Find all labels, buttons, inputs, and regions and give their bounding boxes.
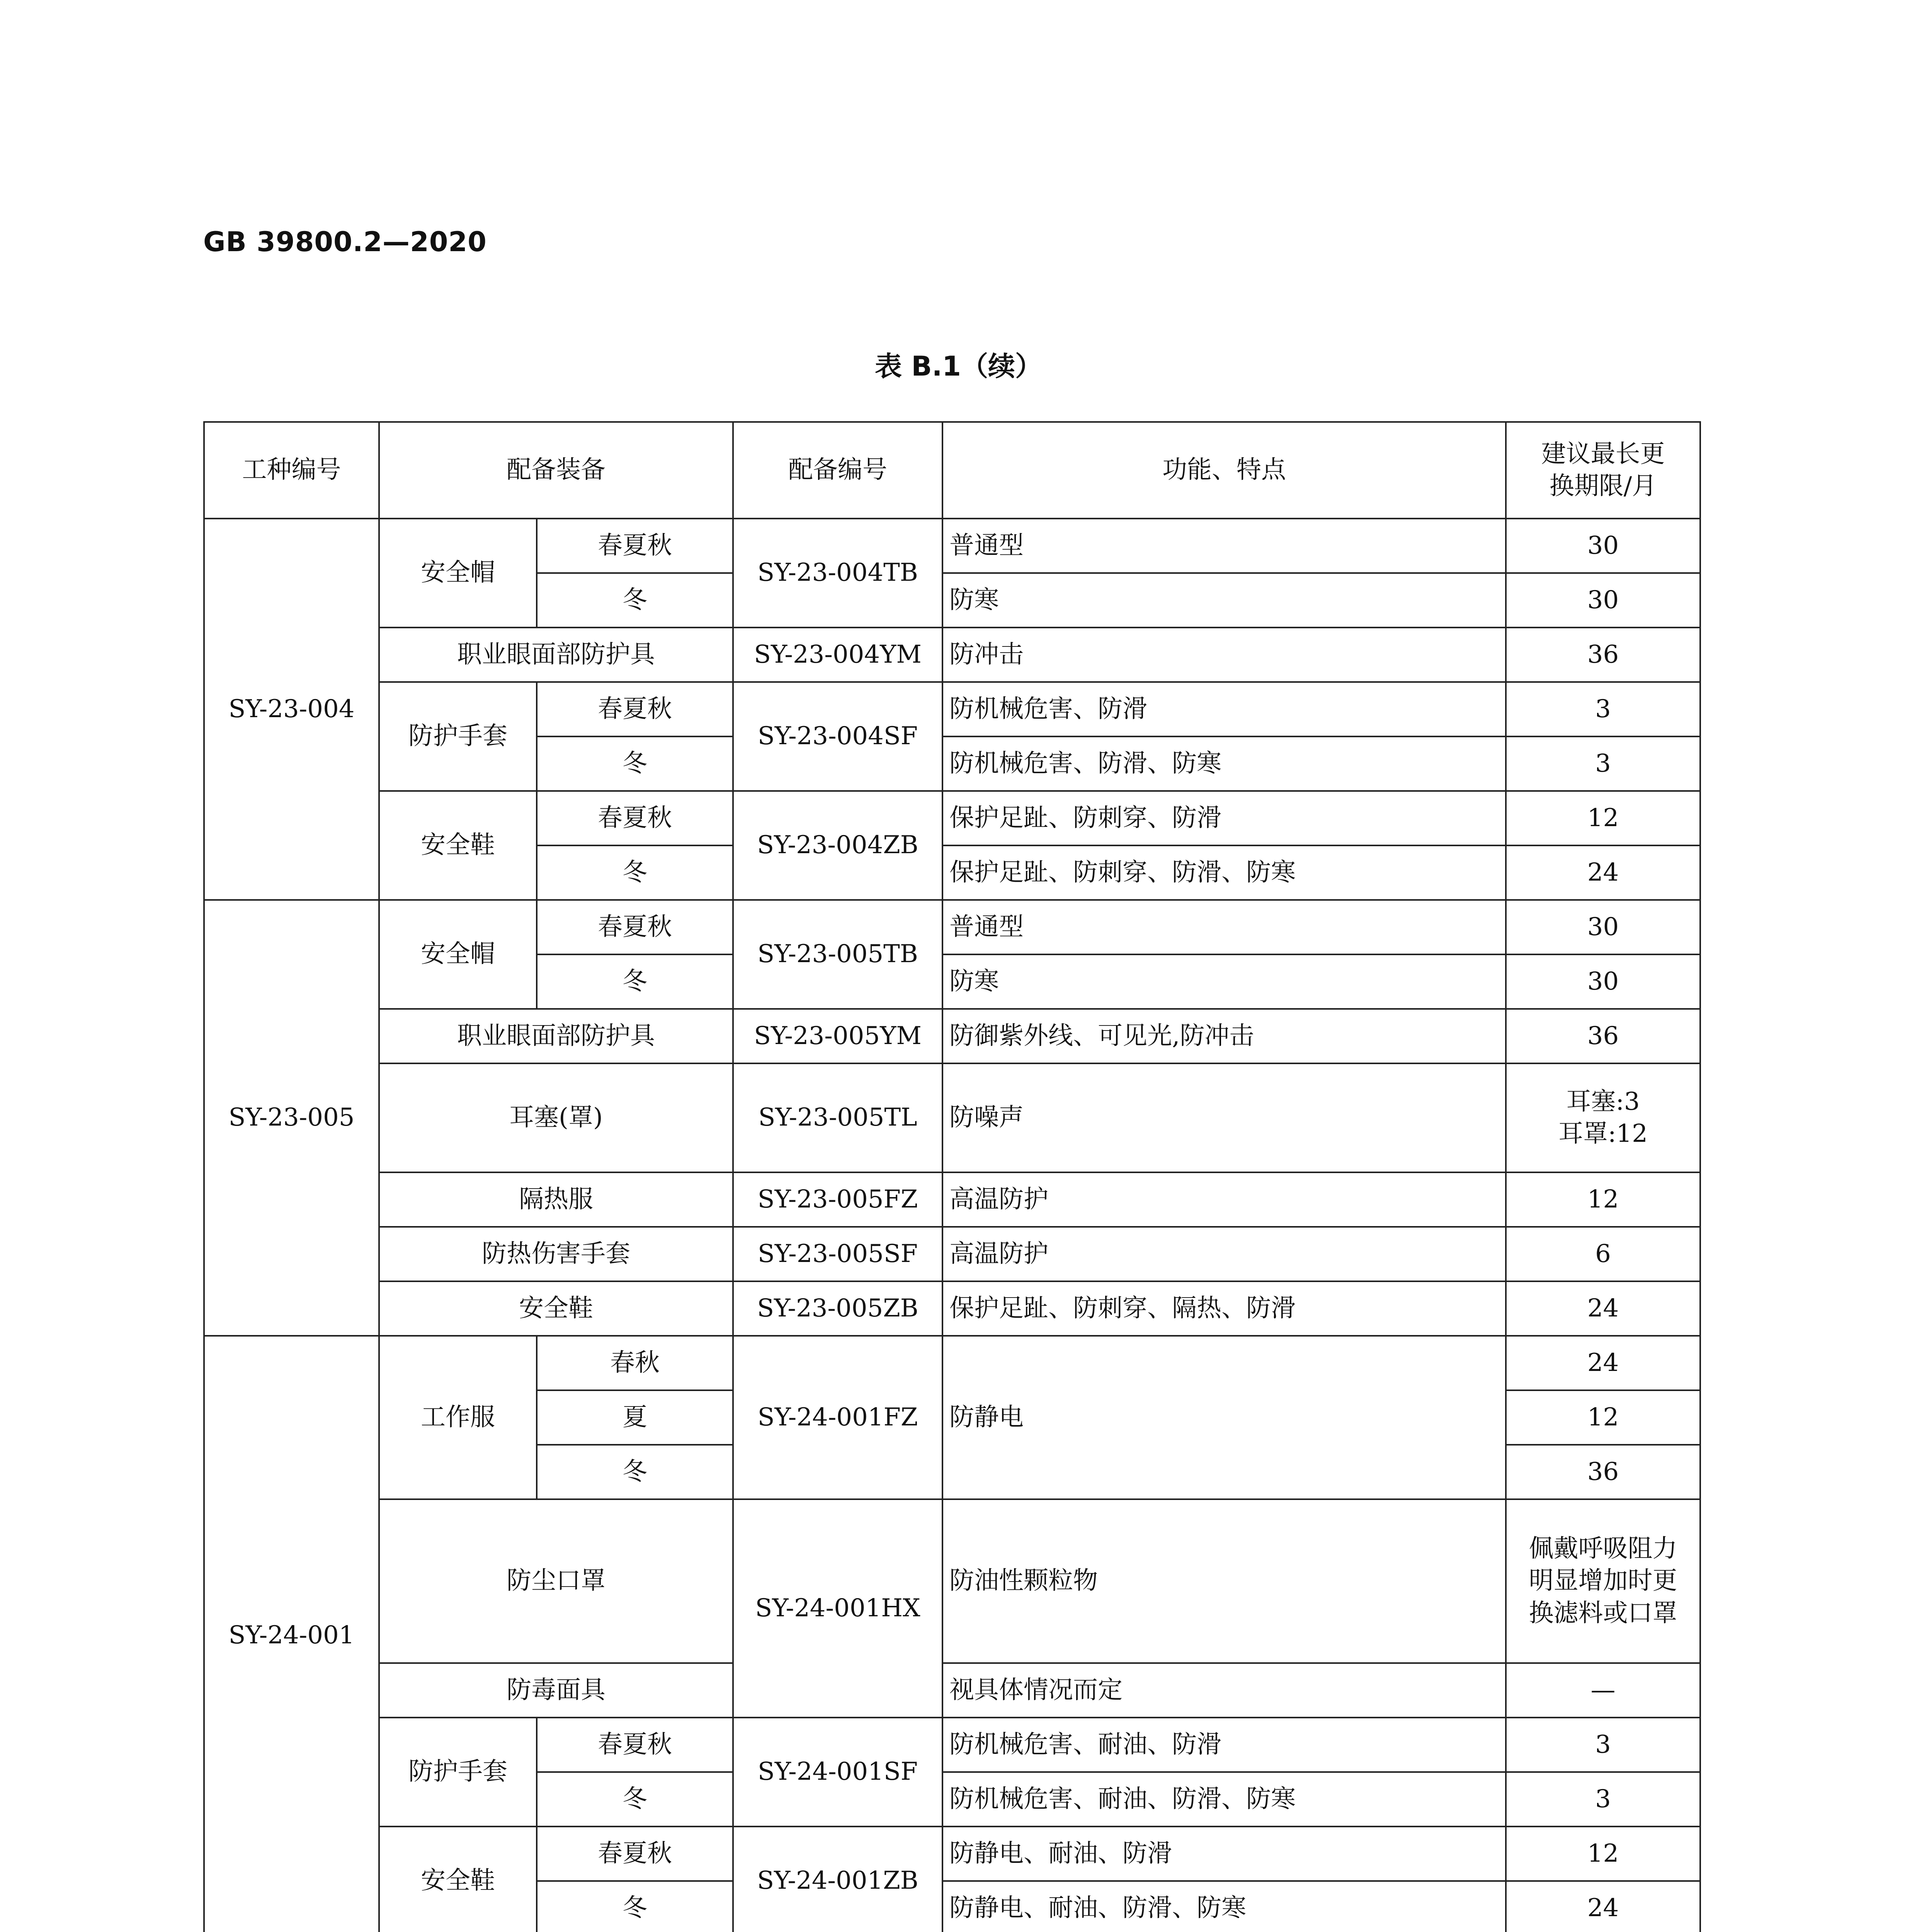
equipment-no-cell: SY-23-005TB bbox=[733, 900, 942, 1009]
equipment-no-cell: SY-23-005TL bbox=[733, 1063, 942, 1172]
feature-cell: 高温防护 bbox=[942, 1172, 1506, 1227]
feature-cell: 普通型 bbox=[942, 900, 1506, 954]
season-cell: 冬 bbox=[537, 1445, 733, 1499]
column-header: 工种编号 bbox=[204, 422, 379, 519]
feature-cell: 防机械危害、耐油、防滑、防寒 bbox=[942, 1772, 1506, 1827]
equipment-cell: 安全鞋 bbox=[379, 791, 537, 900]
equipment-no-cell: SY-23-005FZ bbox=[733, 1172, 942, 1227]
table-row bbox=[204, 682, 1700, 736]
feature-cell: 防噪声 bbox=[942, 1063, 1506, 1172]
equipment-cell: 防护手套 bbox=[379, 1718, 537, 1827]
equipment-no-cell: SY-23-005SF bbox=[733, 1227, 942, 1281]
table-row bbox=[204, 1336, 1700, 1390]
equipment-no-cell: SY-23-005YM bbox=[733, 1009, 942, 1063]
period-cell: 12 bbox=[1506, 791, 1700, 845]
equipment-no-cell: SY-24-001HX bbox=[733, 1499, 942, 1718]
season-cell: 春夏秋 bbox=[537, 1827, 733, 1881]
season-cell: 冬 bbox=[537, 954, 733, 1009]
table-row bbox=[204, 1499, 1700, 1663]
feature-cell: 保护足趾、防刺穿、防滑 bbox=[942, 791, 1506, 845]
period-cell: 36 bbox=[1506, 628, 1700, 682]
equipment-cell: 安全帽 bbox=[379, 900, 537, 1009]
feature-cell: 防静电 bbox=[942, 1336, 1506, 1499]
season-cell: 冬 bbox=[537, 736, 733, 791]
period-cell: 6 bbox=[1506, 1227, 1700, 1281]
feature-cell: 防寒 bbox=[942, 954, 1506, 1009]
column-header: 功能、特点 bbox=[942, 422, 1506, 519]
equipment-cell: 防热伤害手套 bbox=[379, 1227, 733, 1281]
equipment-no-cell: SY-23-004YM bbox=[733, 628, 942, 682]
feature-cell: 保护足趾、防刺穿、隔热、防滑 bbox=[942, 1281, 1506, 1336]
season-cell: 冬 bbox=[537, 573, 733, 628]
period-cell: 30 bbox=[1506, 954, 1700, 1009]
season-cell: 春夏秋 bbox=[537, 519, 733, 573]
job-code-cell: SY-23-004 bbox=[204, 519, 379, 900]
table-row bbox=[204, 1227, 1700, 1281]
equipment-no-cell: SY-23-005ZB bbox=[733, 1281, 942, 1336]
standard-number-header: GB 39800.2—2020 bbox=[203, 226, 487, 258]
job-code-cell: SY-24-001 bbox=[204, 1336, 379, 1932]
equipment-cell: 防尘口罩 bbox=[379, 1499, 733, 1663]
equipment-no-cell: SY-24-001SF bbox=[733, 1718, 942, 1827]
table-header-row bbox=[204, 422, 1700, 519]
table-caption: 表 B.1（续） bbox=[874, 350, 1043, 382]
season-cell: 春秋 bbox=[537, 1336, 733, 1390]
equipment-table bbox=[203, 421, 1701, 1932]
table-row bbox=[204, 1663, 1700, 1718]
period-cell: 3 bbox=[1506, 736, 1700, 791]
feature-cell: 视具体情况而定 bbox=[942, 1663, 1506, 1718]
feature-cell: 防机械危害、防滑 bbox=[942, 682, 1506, 736]
period-cell: 24 bbox=[1506, 1881, 1700, 1932]
table-row bbox=[204, 1827, 1700, 1881]
table-row bbox=[204, 1172, 1700, 1227]
season-cell: 冬 bbox=[537, 1881, 733, 1932]
period-cell: — bbox=[1506, 1663, 1700, 1718]
column-header: 建议最长更 换期限/月 bbox=[1506, 422, 1700, 519]
period-cell: 12 bbox=[1506, 1172, 1700, 1227]
table-row bbox=[204, 1063, 1700, 1172]
period-cell: 耳塞:3 耳罩:12 bbox=[1506, 1063, 1700, 1172]
equipment-no-cell: SY-23-004SF bbox=[733, 682, 942, 791]
period-cell: 30 bbox=[1506, 900, 1700, 954]
feature-cell: 保护足趾、防刺穿、防滑、防寒 bbox=[942, 845, 1506, 900]
equipment-cell: 防护手套 bbox=[379, 682, 537, 791]
table-row bbox=[204, 1718, 1700, 1772]
feature-cell: 防机械危害、耐油、防滑 bbox=[942, 1718, 1506, 1772]
season-cell: 春夏秋 bbox=[537, 791, 733, 845]
table-row bbox=[204, 791, 1700, 845]
equipment-no-cell: SY-24-001FZ bbox=[733, 1336, 942, 1499]
equipment-no-cell: SY-23-004TB bbox=[733, 519, 942, 628]
equipment-cell: 隔热服 bbox=[379, 1172, 733, 1227]
table-row bbox=[204, 628, 1700, 682]
equipment-no-cell: SY-24-001ZB bbox=[733, 1827, 942, 1932]
table-row bbox=[204, 1009, 1700, 1063]
period-cell: 36 bbox=[1506, 1009, 1700, 1063]
table-row bbox=[204, 519, 1700, 573]
feature-cell: 防油性颗粒物 bbox=[942, 1499, 1506, 1663]
season-cell: 春夏秋 bbox=[537, 682, 733, 736]
equipment-cell: 工作服 bbox=[379, 1336, 537, 1499]
period-cell: 24 bbox=[1506, 1281, 1700, 1336]
period-cell: 30 bbox=[1506, 519, 1700, 573]
feature-cell: 防静电、耐油、防滑 bbox=[942, 1827, 1506, 1881]
feature-cell: 普通型 bbox=[942, 519, 1506, 573]
feature-cell: 防冲击 bbox=[942, 628, 1506, 682]
column-header: 配备编号 bbox=[733, 422, 942, 519]
period-cell: 24 bbox=[1506, 845, 1700, 900]
period-cell: 3 bbox=[1506, 682, 1700, 736]
equipment-cell: 职业眼面部防护具 bbox=[379, 1009, 733, 1063]
period-cell: 12 bbox=[1506, 1827, 1700, 1881]
equipment-cell: 职业眼面部防护具 bbox=[379, 628, 733, 682]
period-cell: 36 bbox=[1506, 1445, 1700, 1499]
season-cell: 春夏秋 bbox=[537, 900, 733, 954]
equipment-cell: 安全帽 bbox=[379, 519, 537, 628]
season-cell: 冬 bbox=[537, 845, 733, 900]
column-header: 配备装备 bbox=[379, 422, 733, 519]
period-cell: 3 bbox=[1506, 1772, 1700, 1827]
period-cell: 3 bbox=[1506, 1718, 1700, 1772]
period-cell: 佩戴呼吸阻力 明显增加时更 换滤料或口罩 bbox=[1506, 1499, 1700, 1663]
season-cell: 冬 bbox=[537, 1772, 733, 1827]
feature-cell: 防机械危害、防滑、防寒 bbox=[942, 736, 1506, 791]
season-cell: 夏 bbox=[537, 1390, 733, 1445]
table-row bbox=[204, 1281, 1700, 1336]
period-cell: 12 bbox=[1506, 1390, 1700, 1445]
feature-cell: 高温防护 bbox=[942, 1227, 1506, 1281]
feature-cell: 防御紫外线、可见光,防冲击 bbox=[942, 1009, 1506, 1063]
job-code-cell: SY-23-005 bbox=[204, 900, 379, 1336]
feature-cell: 防静电、耐油、防滑、防寒 bbox=[942, 1881, 1506, 1932]
table-row bbox=[204, 900, 1700, 954]
season-cell: 春夏秋 bbox=[537, 1718, 733, 1772]
equipment-no-cell: SY-23-004ZB bbox=[733, 791, 942, 900]
equipment-cell: 安全鞋 bbox=[379, 1281, 733, 1336]
equipment-cell: 防毒面具 bbox=[379, 1663, 733, 1718]
period-cell: 30 bbox=[1506, 573, 1700, 628]
equipment-cell: 安全鞋 bbox=[379, 1827, 537, 1932]
period-cell: 24 bbox=[1506, 1336, 1700, 1390]
feature-cell: 防寒 bbox=[942, 573, 1506, 628]
equipment-cell: 耳塞(罩) bbox=[379, 1063, 733, 1172]
